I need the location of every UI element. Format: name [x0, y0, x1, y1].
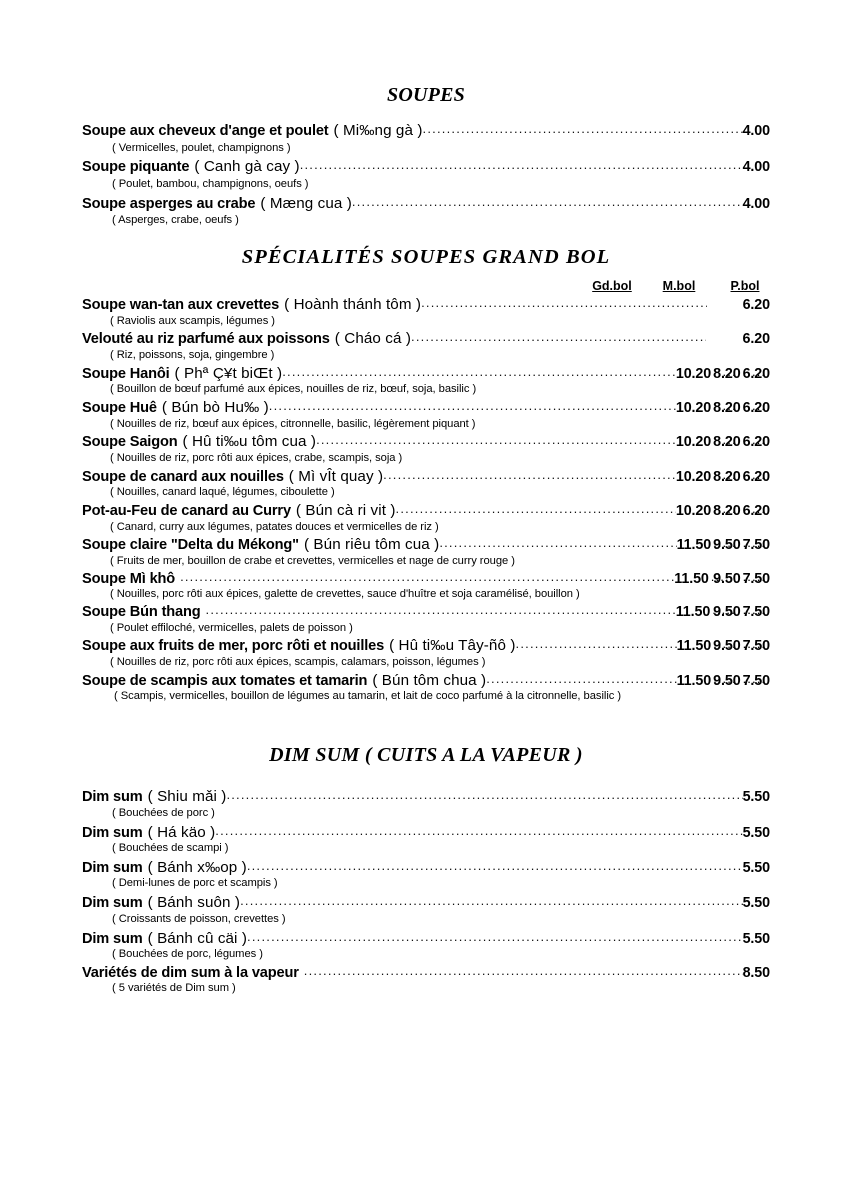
menu-item: [82, 159, 770, 175]
price-column-headers: [82, 276, 770, 293]
item-name: Dim sum: [82, 859, 143, 876]
menu-item: [82, 123, 770, 139]
dot-leader: [240, 894, 742, 907]
item-description: ( Nouilles, porc rôti aux épices, galette de crevettes, sauce d'huître et soja caramélisé, bouillon ): [110, 588, 580, 601]
dot-leader: [180, 570, 674, 583]
item-name: Soupe claire "Delta du Mékong": [82, 537, 299, 554]
dot-leader: [247, 930, 743, 943]
dot-leader: [352, 195, 743, 208]
menu-item: [82, 895, 770, 911]
price-dot-leader: [741, 603, 743, 616]
item-price-m-bol: 8.20: [713, 434, 741, 451]
menu-item: [82, 572, 770, 587]
item-vietnamese-name: ( Hoành thánh tôm ): [284, 296, 422, 314]
price-dot-leader: [741, 570, 743, 583]
item-description: ( Demi-lunes de porc et scampis ): [112, 877, 278, 890]
price-dot-leader: [741, 672, 743, 685]
item-price-gd-bol: 10.20: [675, 434, 712, 451]
item-price-gd-bol: 10.20: [675, 503, 712, 520]
menu-item: [82, 366, 770, 382]
item-vietnamese-name: ( Bún cà ri vit ): [295, 502, 396, 520]
menu-item: [82, 503, 770, 519]
item-price-p-bol: 6.20: [742, 331, 770, 348]
item-name: Pot-au-Feu de canard au Curry: [82, 503, 291, 520]
menu-item: [82, 673, 770, 689]
item-price-p-bol: 6.20: [742, 468, 770, 485]
item-vietnamese-name: ( Hû ti‰u tôm cua ): [182, 433, 317, 451]
item-vietnamese-name: ( Cháo cá ): [334, 330, 412, 348]
dot-leader: [300, 158, 743, 171]
item-name: Soupe Hanôi: [82, 365, 170, 382]
item-description: ( Bouchées de porc ): [112, 806, 215, 819]
item-price: 4.00: [742, 159, 770, 176]
price-dot-leader: [741, 433, 743, 446]
menu-item: [82, 469, 770, 485]
item-description: ( Fruits de mer, bouillon de crabe et crevettes, vermicelles et nage de curry rouge ): [110, 555, 515, 568]
item-price: 5.50: [742, 930, 770, 947]
item-price: 4.00: [742, 123, 770, 139]
item-vietnamese-name: ( Mæng cua ): [260, 194, 352, 212]
item-description: ( Canard, curry aux légumes, patates douces et vermicelles de riz ): [110, 520, 439, 533]
item-vietnamese-name: ( Hû ti‰u Tây-ñô ): [389, 637, 516, 655]
price-dot-leader: [711, 365, 713, 378]
item-price-gd-bol: 11.50: [675, 604, 711, 621]
dot-leader: [215, 824, 742, 837]
item-name: Soupe aux fruits de mer, porc rôti et nouilles: [82, 638, 385, 655]
item-price-m-bol: 9.50: [713, 537, 741, 554]
item-vietnamese-name: ( Canh gà cay ): [194, 158, 300, 176]
item-price-gd-bol: 11.50: [674, 570, 709, 587]
price-dot-leader: [711, 433, 713, 446]
menu-item: [82, 860, 770, 876]
menu-item: [82, 400, 770, 416]
item-description: ( Bouchées de porc, légumes ): [112, 948, 263, 961]
menu-item: [82, 605, 770, 620]
item-vietnamese-name: ( Bún bò Hu‰ ): [161, 399, 269, 417]
item-description: ( Raviolis aux scampis, légumes ): [110, 314, 275, 327]
dot-leader: [411, 330, 706, 343]
item-price-m-bol: 8.20: [713, 468, 741, 485]
item-description: ( Poulet, bambou, champignons, oeufs ): [112, 177, 309, 190]
item-vietnamese-name: ( Shiu mǎi ): [147, 788, 227, 806]
item-description: ( Nouilles de riz, bœuf aux épices, citronnelle, basilic, légèrement piquant ): [110, 417, 476, 430]
item-description: ( Croissants de poisson, crevettes ): [112, 912, 286, 925]
price-dot-leader: [711, 536, 713, 549]
item-vietnamese-name: ( Há käo ): [147, 823, 216, 841]
price-dot-leader: [711, 468, 713, 481]
menu-item: [82, 638, 770, 654]
column-header-gd-bol: Gd.bol: [592, 279, 632, 294]
item-price-gd-bol: 10.20: [675, 400, 712, 417]
item-price-m-bol: 9.50: [713, 570, 741, 587]
item-price-p-bol: 7.50: [742, 570, 770, 587]
item-price-gd-bol: 10.20: [675, 365, 712, 382]
item-price-p-bol: 6.20: [742, 434, 770, 451]
item-vietnamese-name: ( Mì vÎt quay ): [288, 467, 384, 485]
item-price: 4.00: [742, 195, 770, 212]
menu-item: [82, 931, 770, 947]
item-price-m-bol: 9.50: [713, 638, 741, 655]
item-name: Soupe aux cheveux d'ange et poulet: [82, 123, 329, 139]
section-dim-sum-items: [82, 789, 770, 995]
item-name: Dim sum: [82, 789, 143, 806]
price-dot-leader: [741, 365, 743, 378]
dot-leader: [316, 433, 676, 446]
item-price-gd-bol: 10.20: [675, 468, 712, 485]
dot-leader: [423, 122, 743, 135]
dot-leader: [421, 296, 707, 309]
item-price-p-bol: 7.50: [742, 537, 770, 554]
item-price-p-bol: 7.50: [742, 604, 770, 621]
section-grand-bol-items: [82, 297, 770, 703]
price-dot-leader: [741, 468, 743, 481]
item-description: ( Riz, poissons, soja, gingembre ): [110, 348, 275, 361]
price-dot-leader: [711, 637, 713, 650]
menu-item: [82, 825, 770, 841]
price-dot-leader: [711, 672, 713, 685]
dot-leader: [226, 788, 742, 801]
dot-leader: [269, 399, 676, 412]
item-price-m-bol: 8.20: [713, 400, 741, 417]
section-title-dim-sum: DIM SUM ( CUITS A LA VAPEUR ): [269, 744, 583, 767]
item-price-m-bol: 9.50: [713, 604, 741, 621]
item-vietnamese-name: ( Bún riêu tôm cua ): [303, 536, 440, 554]
item-name: Soupe de canard aux nouilles: [82, 468, 284, 485]
item-name: Variétés de dim sum à la vapeur: [82, 964, 299, 981]
item-price-gd-bol: 11.50: [676, 672, 712, 689]
menu-item: [82, 434, 770, 450]
item-price-m-bol: 9.50: [713, 672, 741, 689]
item-vietnamese-name: ( Mi‰ng gà ): [333, 122, 423, 139]
item-price-m-bol: 8.20: [713, 503, 741, 520]
item-price-gd-bol: 11.50: [676, 638, 712, 655]
item-vietnamese-name: ( Bún tôm chua ): [372, 671, 487, 689]
item-description: ( 5 variétés de Dim sum ): [112, 982, 236, 995]
price-dot-leader: [711, 399, 713, 412]
item-description: ( Nouilles, canard laqué, légumes, ciboulette ): [110, 486, 335, 499]
item-name: Soupe de scampis aux tomates et tamarin: [82, 672, 368, 689]
item-description: ( Poulet effiloché, vermicelles, palets de poisson ): [110, 621, 353, 634]
item-vietnamese-name: ( Bánh x‰op ): [147, 858, 247, 876]
item-price: 8.50: [742, 964, 770, 981]
menu-item: [82, 331, 770, 347]
price-dot-leader: [741, 399, 743, 412]
menu-item: [82, 966, 770, 981]
dot-leader: [439, 536, 676, 549]
item-name: Dim sum: [82, 824, 143, 841]
item-price: 5.50: [742, 895, 770, 912]
section-title-specialites: SPÉCIALITÉS SOUPES GRAND BOL: [241, 246, 611, 269]
dot-leader: [516, 637, 677, 650]
item-name: Dim sum: [82, 930, 143, 947]
dot-leader: [282, 365, 676, 378]
section-soupes-items: [82, 123, 770, 227]
item-name: Soupe asperges au crabe: [82, 195, 256, 212]
item-vietnamese-name: ( Phª Ç¥t biŒt ): [174, 364, 283, 382]
item-name: Soupe Saigon: [82, 434, 178, 451]
dot-leader: [486, 672, 676, 685]
item-price-p-bol: 6.20: [742, 503, 770, 520]
menu-item: [82, 297, 770, 313]
price-dot-leader: [741, 637, 743, 650]
item-price-p-bol: 6.20: [742, 400, 770, 417]
price-dot-leader: [741, 502, 743, 515]
section-title-soupes: SOUPES: [387, 84, 465, 106]
item-price: 5.50: [742, 859, 770, 876]
item-name: Soupe Mì khô: [82, 570, 176, 587]
item-price: 5.50: [742, 789, 770, 806]
item-name: Velouté au riz parfumé aux poissons: [82, 331, 330, 348]
item-name: Dim sum: [82, 895, 143, 912]
dot-leader: [304, 964, 743, 977]
item-description: ( Scampis, vermicelles, bouillon de légumes au tamarin, et lait de coco parfumé à la citronnelle, basilic ): [114, 690, 622, 703]
item-price-p-bol: 7.50: [742, 672, 770, 689]
price-dot-leader: [741, 536, 743, 549]
price-dot-leader: [710, 603, 712, 616]
item-description: ( Asperges, crabe, oeufs ): [112, 214, 239, 227]
item-name: Soupe Bún thang: [82, 604, 201, 621]
menu-item: [82, 196, 770, 212]
item-price-p-bol: 6.20: [742, 297, 771, 314]
item-name: Soupe wan-tan aux crevettes: [82, 297, 280, 314]
item-name: Soupe piquante: [82, 159, 190, 176]
dot-leader: [383, 468, 676, 481]
dot-leader: [247, 859, 743, 872]
item-price-m-bol: 8.20: [713, 365, 741, 382]
item-description: ( Nouilles de riz, porc rôti aux épices, crabe, scampis, soja ): [110, 452, 403, 464]
dot-leader: [396, 502, 676, 515]
item-description: ( Bouchées de scampi ): [112, 842, 229, 855]
item-price-gd-bol: 11.50: [676, 537, 712, 554]
price-dot-leader: [711, 502, 713, 515]
item-price-p-bol: 6.20: [742, 365, 770, 382]
item-vietnamese-name: ( Bánh cû cäi ): [147, 929, 248, 947]
item-description: ( Bouillon de bœuf parfumé aux épices, nouilles de riz, bœuf, soja, basilic ): [110, 383, 477, 396]
item-vietnamese-name: ( Bánh suôn ): [147, 894, 241, 912]
item-price-p-bol: 7.50: [742, 638, 770, 655]
price-dot-leader: [709, 570, 711, 583]
menu-item: [82, 789, 770, 805]
item-name: Soupe Huê: [82, 400, 157, 417]
item-description: ( Nouilles de riz, porc rôti aux épices, scampis, calamars, poisson, légumes ): [110, 656, 486, 669]
column-header-m-bol: M.bol: [662, 279, 696, 294]
item-price: 5.50: [742, 824, 770, 841]
menu-item: [82, 537, 770, 553]
column-header-p-bol: P.bol: [730, 279, 760, 294]
dot-leader: [206, 603, 676, 616]
item-description: ( Vermicelles, poulet, champignons ): [112, 141, 291, 154]
